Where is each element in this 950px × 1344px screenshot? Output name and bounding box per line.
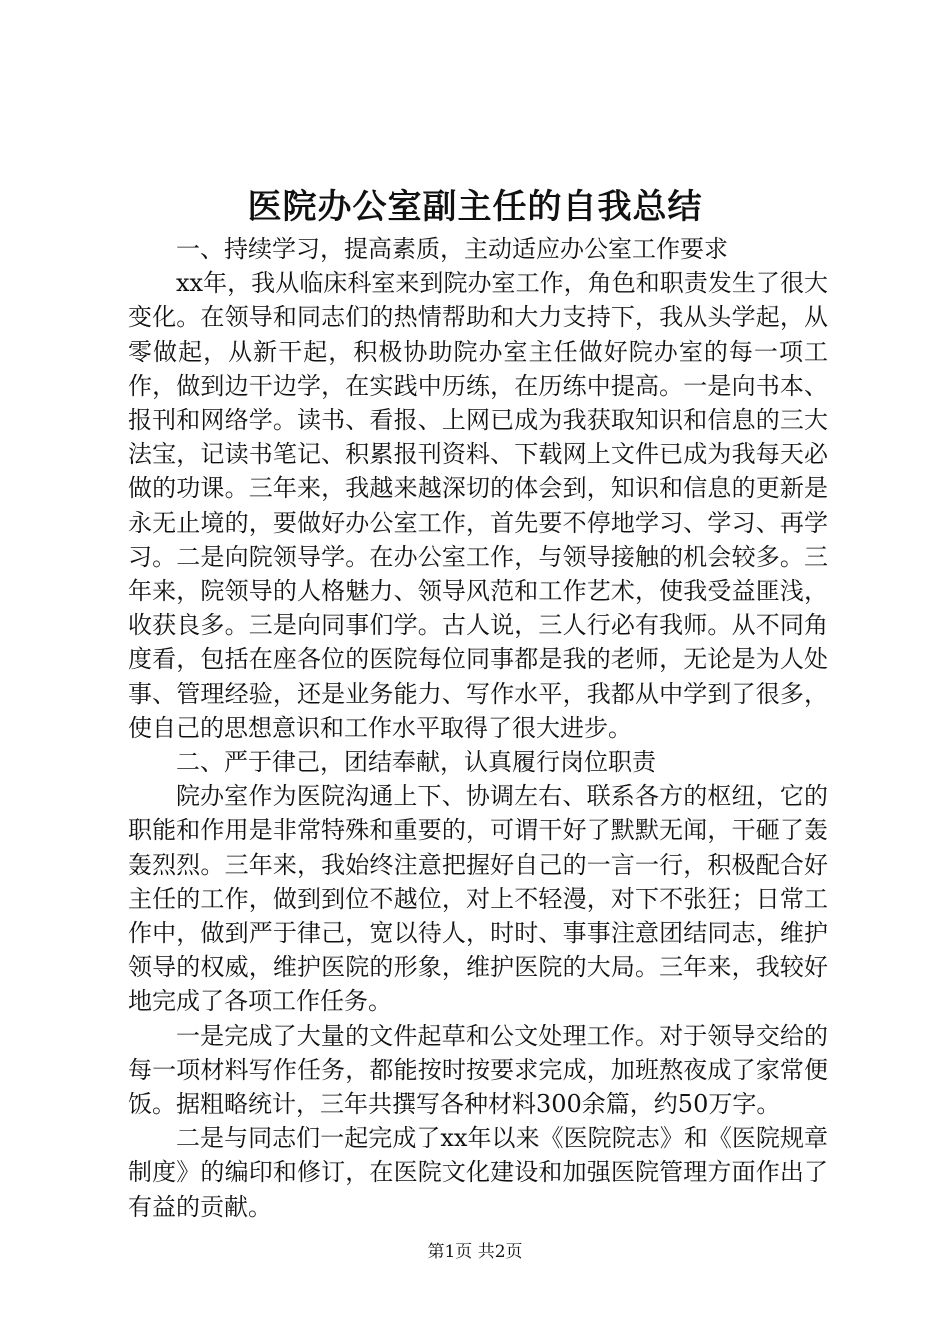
body-paragraph-3: 一是完成了大量的文件起草和公文处理工作。对于领导交给的每一项材料写作任务，都能按时按要求完成，加班熬夜成了家常便饭。据粗略统计，三年共撰写各种材料300余篇，约50万字。 <box>128 1021 828 1119</box>
page-footer: 第1页 共2页 <box>427 1242 523 1262</box>
section-heading-2: 二、严于律己，团结奉献，认真履行岗位职责 <box>176 748 656 777</box>
document-body <box>128 232 828 1224</box>
section-heading-1: 一、持续学习，提高素质，主动适应办公室工作要求 <box>176 235 728 263</box>
body-paragraph-1: xx年，我从临床科室来到院办室工作，角色和职责发生了很大变化。在领导和同志们的热情帮助和大力支持下，我从头学起，从零做起，从新干起，积极协助院办室主任做好院办室的每一项工作，做到边干边学，在实践中历练，在历练中提高。一是向书本、报刊和网络学。读书、看报、上网已成为我获取知识和信息的三大法宝，记读书笔记、积累报刊资料、下载网上文件已成为我每天必做的功课。三年来，我越来越深切的体会到，知识和信息的更新是永无止境的，要做好办公室工作，首先要不停地学习、学习、再学习。二是向院领导学。在办公室工作，与领导接触的机会较多。三年来，院领导的人格魅力、领导风范和工作艺术，使我受益匪浅，收获良多。三是向同事们学。古人说，三人行必有我师。从不同角度看，包括在座各位的医院每位同事都是我的老师，无论是为人处事、管理经验，还是业务能力、写作水平，我都从中学到了很多，使自己的思想意识和工作水平取得了很大进步。 <box>128 269 828 742</box>
document-title: 医院办公室副主任的自我总结 <box>247 187 703 227</box>
body-paragraph-2: 院办室作为医院沟通上下、协调左右、联系各方的枢纽，它的职能和作用是非常特殊和重要的，可谓干好了默默无闻，干砸了轰轰烈烈。三年来，我始终注意把握好自己的一言一行，积极配合好主任的工作，做到到位不越位，对上不轻漫，对下不张狂；日常工作中，做到严于律己，宽以待人，时时、事事注意团结同志，维护领导的权威，维护医院的形象，维护医院的大局。三年来，我较好地完成了各项工作任务。 <box>128 782 828 1016</box>
body-paragraph-4: 二是与同志们一起完成了xx年以来《医院院志》和《医院规章制度》的编印和修订，在医院文化建设和加强医院管理方面作出了有益的贡献。 <box>128 1124 828 1221</box>
